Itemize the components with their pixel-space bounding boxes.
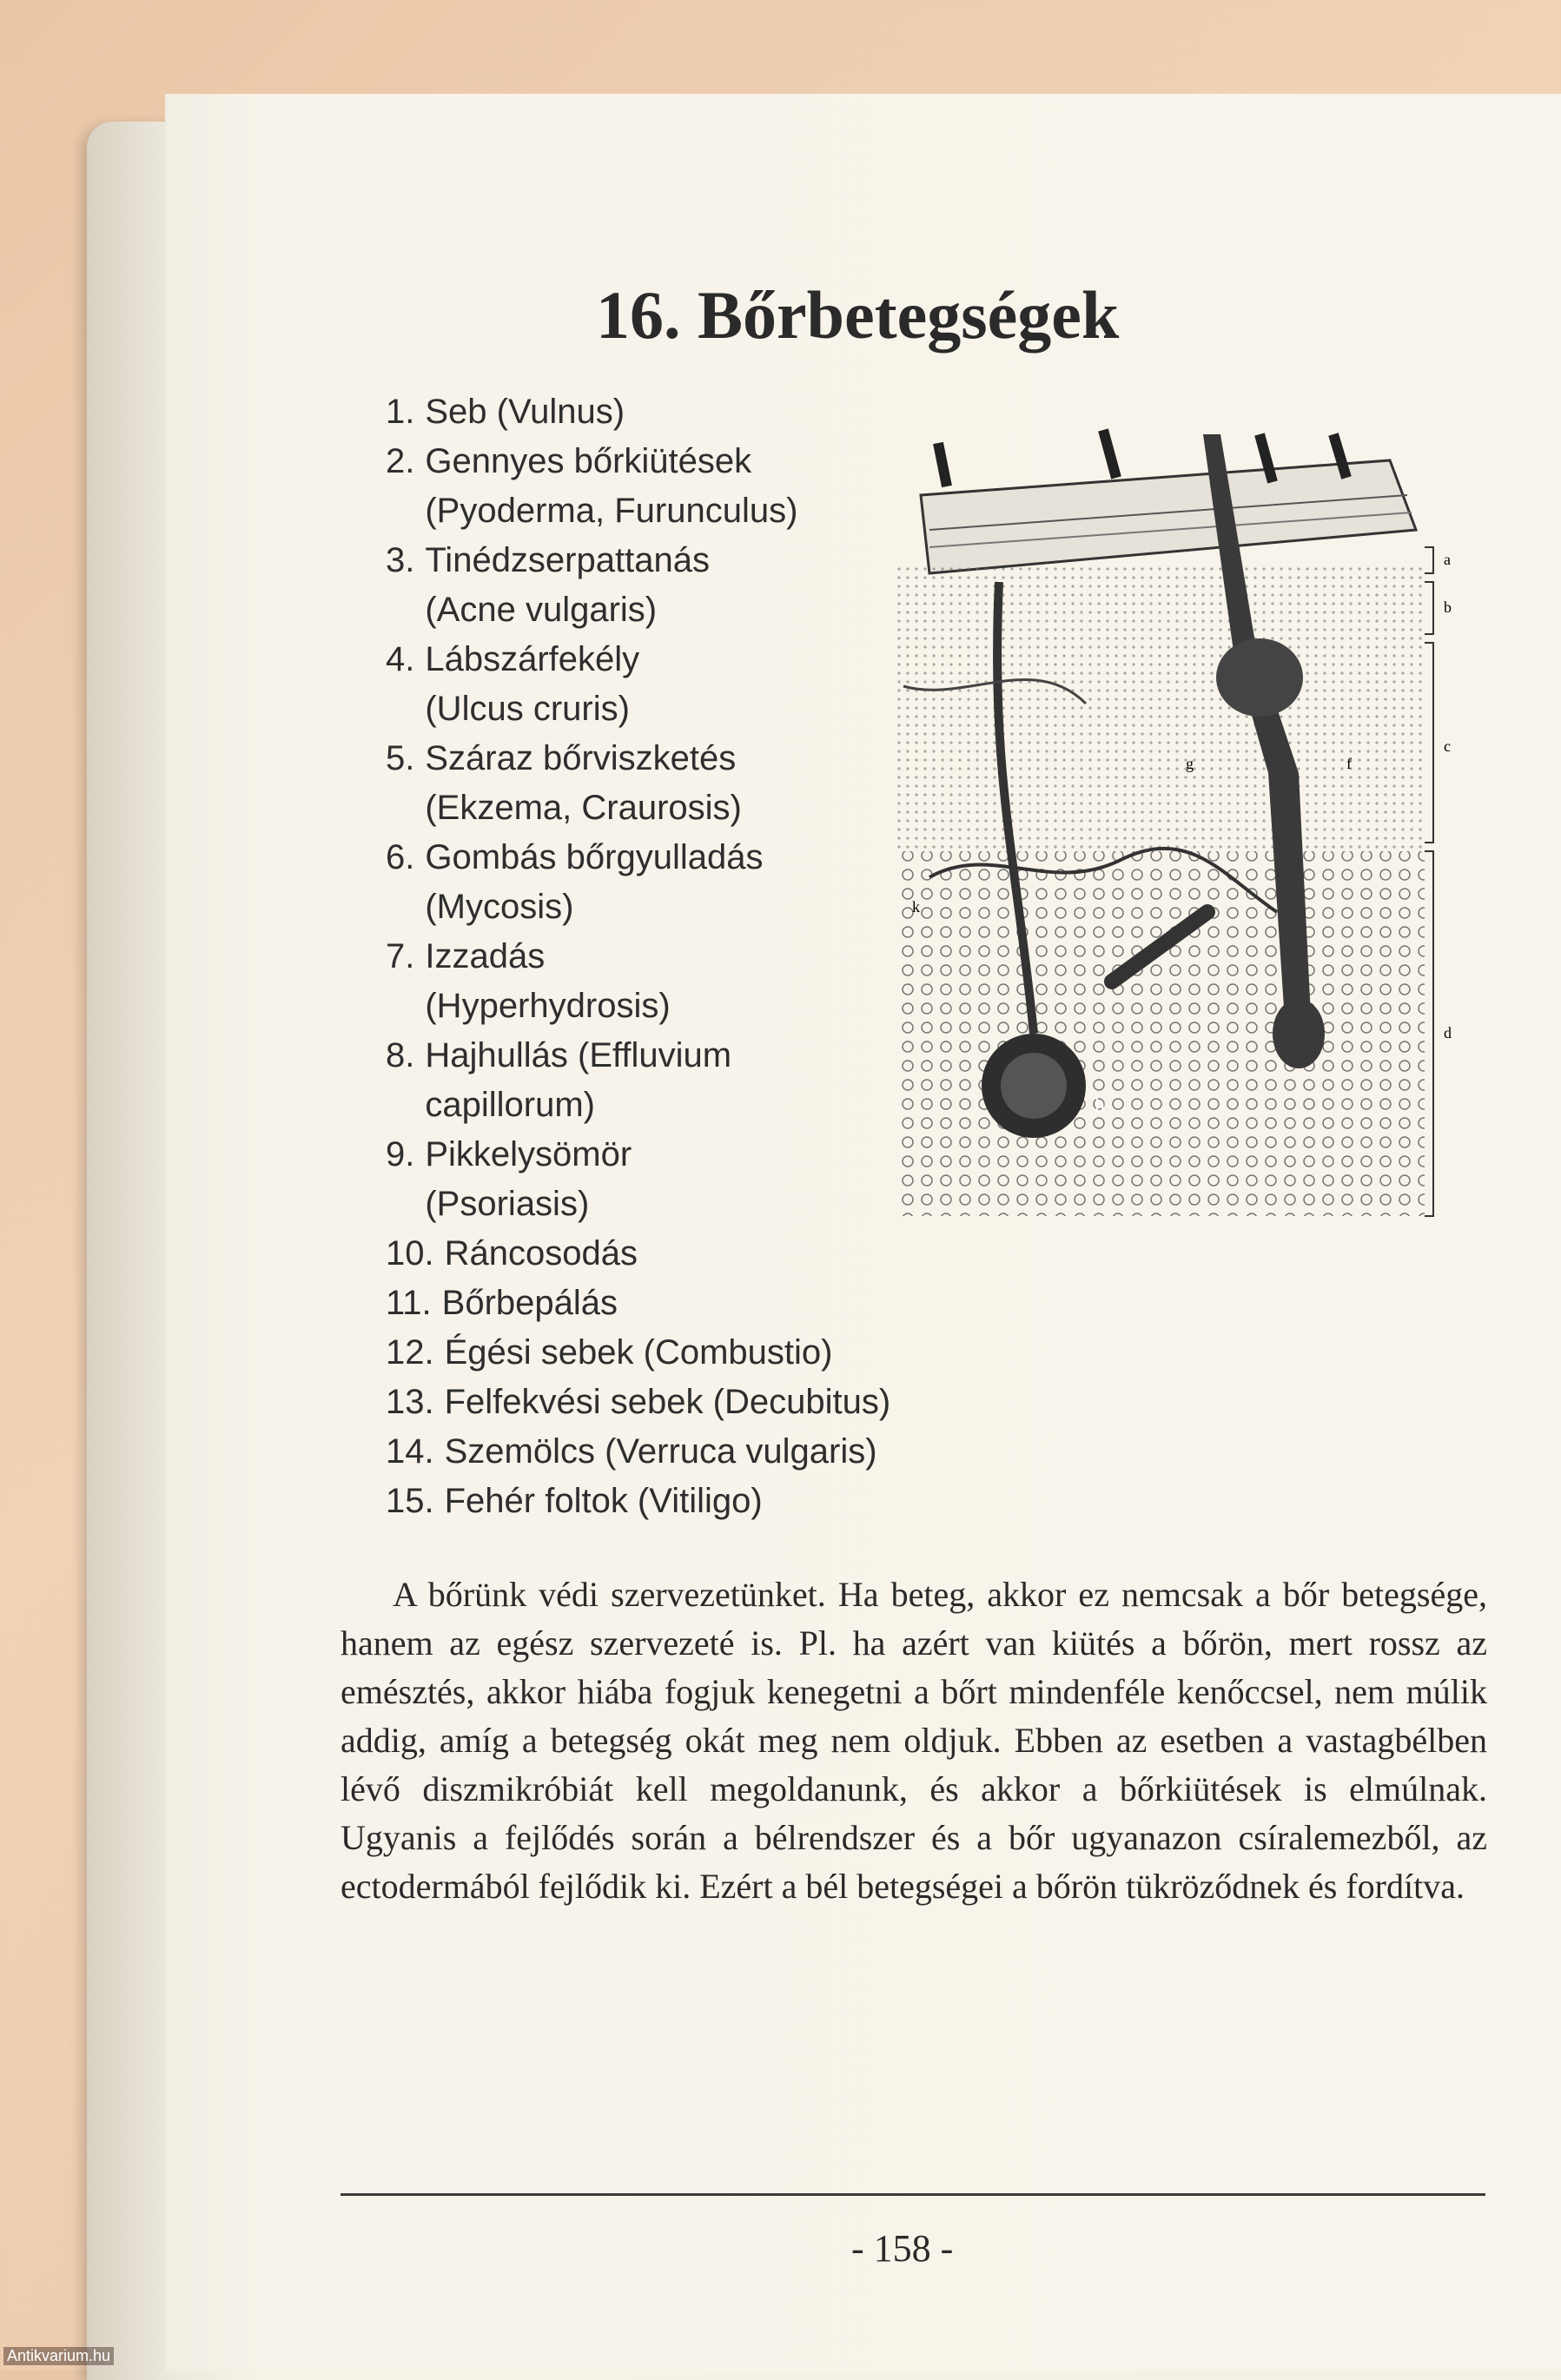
disease-name-line: Lábszárfekély xyxy=(425,640,640,678)
layer-bracket xyxy=(1425,547,1433,573)
disease-name xyxy=(414,437,798,536)
disease-name-line: (Mycosis) xyxy=(425,888,574,926)
disease-number: 3. xyxy=(386,541,415,579)
disease-name-line: (Ulcus cruris) xyxy=(425,690,630,728)
skin-cross-section-illustration xyxy=(860,426,1485,1225)
disease-number: 6. xyxy=(386,838,415,876)
dermis-layer xyxy=(895,565,1425,851)
disease-name xyxy=(414,932,798,1031)
layer-bracket xyxy=(1425,643,1433,843)
hair-shaft xyxy=(938,443,947,486)
label-b: b xyxy=(1444,598,1452,616)
disease-number: 13. xyxy=(386,1383,434,1421)
disease-name-line: Fehér foltok (Vitiligo) xyxy=(444,1482,763,1520)
disease-list-item xyxy=(386,1427,950,1477)
disease-name xyxy=(434,1427,896,1477)
disease-name-line: Égési sebek (Combustio) xyxy=(444,1333,833,1372)
disease-name xyxy=(434,1477,896,1526)
chapter-title: 16. Bőrbetegségek xyxy=(596,277,1120,353)
disease-number: 2. xyxy=(386,442,415,480)
disease-number: 5. xyxy=(386,739,415,777)
disease-name-line: (Ekzema, Craurosis) xyxy=(425,789,742,827)
disease-name xyxy=(432,1279,894,1328)
disease-name-line: Hajhullás (Effluvium xyxy=(425,1036,732,1074)
disease-name xyxy=(414,833,798,932)
body-paragraph: A bőrünk védi szervezetünket. Ha beteg, akkor ez nemcsak a bőr betegsége, hanem az egész szervezeté is. Pl. ha azért van kiütés a bőrön, mert rossz az emésztés, akkor hiába fogjuk kenegetni a bőrt mindenféle kenőccsel, nem múlik addig, amíg a betegség okát meg nem oldjuk. Ebben az esetben a vastagbélben lévő diszmikróbiát kell megoldanunk, és akkor a bőrkiütések is elmúlnak. Ugyanis a fejlődés során a bélrendszer és a bőr ugyanazon csíralemezből, az ectodermából fejlődik ki. Ezért a bél betegségei a bőrön tükröződnek és fordítva. xyxy=(341,1575,1487,1906)
disease-number: 4. xyxy=(386,640,415,678)
label-k: k xyxy=(912,898,920,916)
disease-number: 8. xyxy=(386,1036,415,1074)
disease-name xyxy=(434,1229,896,1279)
page-number: - 158 - xyxy=(851,2227,954,2270)
disease-number: 11. xyxy=(386,1284,432,1322)
disease-name-line: (Acne vulgaris) xyxy=(425,591,658,629)
disease-list-item xyxy=(386,1229,950,1279)
disease-number: 15. xyxy=(386,1482,434,1520)
label-d: d xyxy=(1444,1024,1452,1041)
disease-name xyxy=(414,635,798,734)
watermark: Antikvarium.hu xyxy=(3,2347,114,2365)
disease-name-line: Gombás bőrgyulladás xyxy=(425,838,764,876)
footer-rule xyxy=(341,2193,1485,2196)
disease-name xyxy=(414,1130,798,1229)
label-a: a xyxy=(1444,551,1451,568)
disease-name xyxy=(414,387,798,437)
disease-name xyxy=(414,536,798,635)
disease-list-item xyxy=(386,1328,950,1378)
disease-name xyxy=(434,1328,896,1378)
disease-number: 10. xyxy=(386,1234,434,1273)
disease-list-item xyxy=(386,1279,950,1328)
disease-list-item xyxy=(386,1477,950,1526)
label-f: f xyxy=(1346,755,1352,772)
disease-number: 7. xyxy=(386,937,415,975)
disease-name-line: Seb (Vulnus) xyxy=(425,393,625,431)
disease-number: 14. xyxy=(386,1432,434,1471)
subcutaneous-fat-layer xyxy=(895,851,1425,1216)
sebaceous-gland xyxy=(1216,638,1303,717)
label-c: c xyxy=(1444,737,1451,755)
layer-bracket xyxy=(1425,582,1433,634)
disease-name-line: Szemölcs (Verruca vulgaris) xyxy=(444,1432,877,1471)
disease-name-line: Pikkelysömör xyxy=(425,1135,632,1173)
disease-name-line: Gennyes bőrkiütések xyxy=(425,442,752,480)
disease-list-item xyxy=(386,1378,950,1427)
disease-name-line: (Pyoderma, Furunculus) xyxy=(425,492,798,530)
label-g: g xyxy=(1186,755,1194,772)
label-h: h xyxy=(1095,1094,1105,1117)
disease-name-line: Bőrbepálás xyxy=(441,1284,618,1322)
disease-name-line: (Psoriasis) xyxy=(425,1185,590,1223)
layer-bracket xyxy=(1425,851,1433,1216)
disease-name xyxy=(414,1031,798,1130)
disease-name xyxy=(414,734,798,833)
disease-number: 9. xyxy=(386,1135,415,1173)
disease-name-line: Izzadás (Hyperhydrosis) xyxy=(425,937,671,1025)
disease-name-line: Felfekvési sebek (Decubitus) xyxy=(444,1383,891,1421)
disease-name xyxy=(434,1378,896,1427)
disease-name-line: capillorum) xyxy=(425,1086,595,1124)
disease-number: 1. xyxy=(386,393,415,431)
hair-shaft xyxy=(1103,430,1116,478)
disease-name-line: Ráncosodás xyxy=(444,1234,638,1273)
disease-name-line: Tinédzserpattanás xyxy=(425,541,710,579)
disease-number: 12. xyxy=(386,1333,434,1372)
disease-name-line: Száraz bőrviszketés xyxy=(425,739,737,777)
